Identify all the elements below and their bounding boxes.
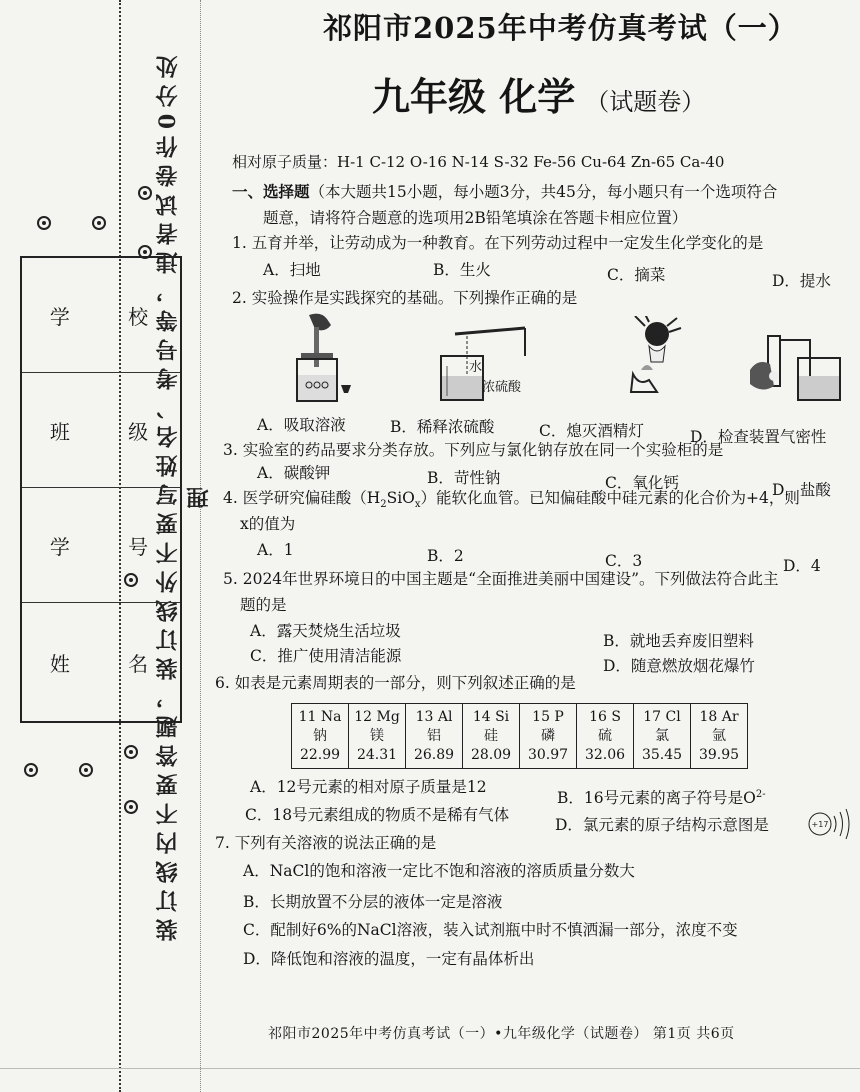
paper-type: （试题卷） [585,88,706,116]
periodic-table [291,703,748,769]
q5-stem: 5. 2024年世界环境日的中国主题是“全面推进美丽中国建设”。下列做法符合此主 [223,570,779,588]
q5-option-b[interactable]: B．就地丢弃废旧塑料 [603,632,754,650]
q1-option-b[interactable]: B．生火 [433,261,491,279]
dropper-figure [287,311,367,411]
q1-option-c[interactable]: C．摘菜 [607,266,666,284]
section-title: 一、选择题 [232,182,310,201]
q6-stem: 6. 如表是元素周期表的一部分，则下列叙述正确的是 [215,674,576,692]
class-field[interactable]: 班 级 [22,373,180,488]
q2-option-b[interactable]: B．稀释浓硫酸 [390,418,495,436]
q6-option-b[interactable]: B．16号元素的离子符号是$O^{2-}$ [557,789,766,808]
q7-option-b[interactable]: B．长期放置不分层的液体一定是溶液 [243,893,503,911]
q6-option-c[interactable]: C．18号元素组成的物质不是稀有气体 [245,806,510,824]
q7-option-a[interactable]: A．NaCl的饱和溶液一定比不饱和溶液的溶质质量分数大 [243,862,635,880]
binding-strip [0,0,212,1092]
q4-option-b[interactable]: B．2 [427,547,464,565]
alcohol-lamp-figure [619,316,689,400]
binding-hole-icon [124,800,138,814]
q4-option-c[interactable]: C．3 [605,552,643,570]
q1-option-d[interactable]: D．提水 [772,272,831,290]
q2-stem: 2. 实验操作是实践探究的基础。下列操作正确的是 [232,289,578,307]
subject-name: 九年级 化学 [372,75,576,119]
q3-option-c[interactable]: C．氧化钙 [605,474,679,492]
q4-stem-line2: x的值为 [240,515,296,533]
element-cell: 12 Mg 镁 24.31 [349,704,406,769]
q2-option-d[interactable]: D．检查装置气密性 [690,428,827,446]
question-area [205,0,855,1092]
element-cell: 16 S 硫 32.06 [577,704,634,769]
element-cell: 13 Al 铝 26.89 [406,704,463,769]
element-cell: 17 Cl 氯 35.45 [634,704,691,769]
subject-title [372,66,705,121]
exam-title: 祁阳市2025年中考仿真考试（一） [323,11,798,45]
q7-option-c[interactable]: C．配制好6%的NaCl溶液，装入试剂瓶中时不慎洒漏一部分，浓度不变 [243,921,738,939]
q3-stem: 3. 实验室的药品要求分类存放。下列应与氯化钠存放在同一个实验柜的是 [223,441,724,459]
student-info-table [20,256,182,723]
q5-option-a[interactable]: A．露天焚烧生活垃圾 [250,622,401,640]
q1-option-a[interactable]: A．扫地 [263,261,321,279]
airtight-check-figure [740,328,850,408]
binding-hole-icon [24,763,38,777]
school-field[interactable]: 学 校 [22,258,180,373]
section-desc: （本大题共15小题，每小题3分，共45分，每小题只有一个选项符合 [309,183,778,201]
element-cell: 15 P 磷 30.97 [520,704,577,769]
atomic-mass-line: 相对原子质量：H-1 C-12 O-16 N-14 S-32 Fe-56 Cu-64 Zn-65 Ca-40 [232,153,725,171]
section-header [232,181,777,203]
q2-option-c[interactable]: C．熄灭酒精灯 [539,422,644,440]
element-cell: 14 Si 硅 28.09 [463,704,520,769]
q1-stem: 1. 五育并举，让劳动成为一种教育。在下列劳动过程中一定发生化学变化的是 [232,234,764,252]
q2-label-water: 水 [469,360,483,375]
q7-stem: 7. 下列有关溶液的说法正确的是 [215,834,437,852]
q4-option-d[interactable]: D．4 [783,557,821,575]
atom-nucleus-label: +17 [811,820,829,829]
element-cell: 18 Ar 氩 39.95 [691,704,748,769]
student-number-field[interactable]: 学 号 [22,488,180,603]
q5-option-d[interactable]: D．随意燃放烟花爆竹 [603,657,755,675]
binding-hole-icon [37,216,51,230]
binding-note: 装订线内不要答题，装订线外不要写姓名、考号等，违者试卷作0分处理 [155,48,212,942]
binding-hole-icon [124,745,138,759]
binding-hole-icon [138,186,152,200]
q6-option-d[interactable]: D．氯元素的原子结构示意图是 [555,816,769,834]
q5-stem-line2: 题的是 [240,596,287,614]
q7-option-d[interactable]: D．降低饱和溶液的温度，一定有晶体析出 [243,950,535,968]
name-field[interactable]: 姓 名 [49,651,175,676]
q2-label-acid: 浓硫酸 [482,380,522,395]
q2-option-a[interactable]: A．吸取溶液 [257,416,346,434]
element-cell: 11 Na 钠 22.99 [292,704,349,769]
page-footer: 祁阳市2025年中考仿真考试（一）•九年级化学（试题卷） 第1页 共6页 [268,1026,735,1042]
binding-dotted-line-inner [200,0,201,1092]
atom-structure-diagram [806,806,852,842]
q3-option-b[interactable]: B．苛性钠 [427,469,501,487]
section-desc-line2: 题意，请将符合题意的选项用2B铅笔填涂在答题卡相应位置） [263,209,688,227]
binding-hole-icon [79,763,93,777]
binding-hole-icon [92,216,106,230]
q3-option-a[interactable]: A．碳酸钾 [257,464,331,482]
q6-option-a[interactable]: A．12号元素的相对原子质量是12 [250,778,487,796]
q3-option-d[interactable]: D．盐酸 [772,481,831,499]
q4-stem: 4. 医学研究偏硅酸$(H_2SiO_x)$能软化血管。已知偏硅酸中硅元素的化合价为+4，则 [223,489,800,511]
q5-option-c[interactable]: C．推广使用清洁能源 [250,647,402,665]
q4-option-a[interactable]: A．1 [257,541,294,559]
